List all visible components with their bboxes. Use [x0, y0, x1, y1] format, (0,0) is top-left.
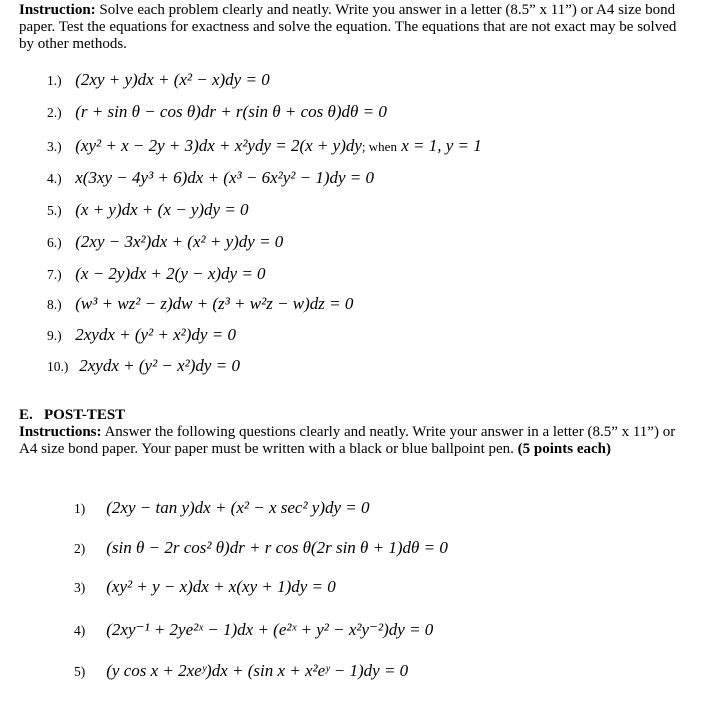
- problem-expression: (xy² + x − 2y + 3)dx + x²ydy = 2(x + y)dy: [75, 136, 362, 155]
- problem-expression: (2xy + y)dx + (x² − x)dy = 0: [75, 70, 270, 89]
- section-title: POST-TEST: [44, 407, 126, 423]
- section-letter: E.: [19, 407, 33, 423]
- problem-expression: (w³ + wz² − z)dw + (z³ + w²z − w)dz = 0: [75, 294, 354, 313]
- problem-8: 8.) (w³ + wz² − z)dw + (z³ + w²z − w)dz = 0: [47, 294, 354, 313]
- posttest-expression: (2xy⁻¹ + 2ye²ˣ − 1)dx + (e²ˣ + y² − x²y⁻²)dy = 0: [106, 620, 434, 639]
- problem-1: 1.) (2xy + y)dx + (x² − x)dy = 0: [47, 70, 270, 89]
- problem-expression: 2xydx + (y² − x²)dy = 0: [79, 356, 240, 375]
- posttest-instruction-label: Instructions:: [19, 424, 102, 440]
- instruction-label: Instruction:: [19, 2, 96, 18]
- problem-5: 5.) (x + y)dx + (x − y)dy = 0: [47, 200, 249, 219]
- points-note: (5 points each): [517, 441, 611, 457]
- problem-expression: (2xy − 3x²)dx + (x² + y)dy = 0: [75, 232, 284, 251]
- posttest-item-3: 3) (xy² + y − x)dx + x(xy + 1)dy = 0: [74, 577, 336, 596]
- problem-expression: 2xydx + (y² + x²)dy = 0: [75, 325, 236, 344]
- problem-10: 10.) 2xydx + (y² − x²)dy = 0: [47, 356, 240, 375]
- problem-expression: x(3xy − 4y³ + 6)dx + (x³ − 6x²y² − 1)dy = 0: [75, 168, 375, 187]
- posttest-expression: (xy² + y − x)dx + x(xy + 1)dy = 0: [106, 577, 336, 596]
- problem-condition-values: x = 1, y = 1: [401, 136, 482, 155]
- problem-expression: (x + y)dx + (x − y)dy = 0: [75, 200, 249, 219]
- problem-expression: (x − 2y)dx + 2(y − x)dy = 0: [75, 264, 266, 283]
- problem-condition: ; when: [361, 139, 397, 154]
- posttest-item-1: 1) (2xy − tan y)dx + (x² − x sec² y)dy = 0: [74, 498, 370, 517]
- problem-6: 6.) (2xy − 3x²)dx + (x² + y)dy = 0: [47, 232, 284, 251]
- problem-4: 4.) x(3xy − 4y³ + 6)dx + (x³ − 6x²y² − 1)dy = 0: [47, 168, 375, 187]
- instruction-paragraph: [19, 2, 691, 53]
- posttest-item-2: 2) (sin θ − 2r cos² θ)dr + r cos θ(2r sin θ + 1)dθ = 0: [74, 538, 448, 557]
- posttest-instructions: [19, 424, 691, 458]
- posttest-expression: (2xy − tan y)dx + (x² − x sec² y)dy = 0: [106, 498, 370, 517]
- posttest-expression: (sin θ − 2r cos² θ)dr + r cos θ(2r sin θ + 1)dθ = 0: [106, 538, 448, 557]
- problem-expression: (r + sin θ − cos θ)dr + r(sin θ + cos θ)dθ = 0: [75, 102, 387, 121]
- instruction-text: Solve each problem clearly and neatly. Write you answer in a letter (8.5” x 11”) or A4 size bond paper. Test the equations for exactness and solve the equation. The equations that are not exact may be solved by other methods.: [19, 2, 677, 52]
- problem-2: 2.) (r + sin θ − cos θ)dr + r(sin θ + cos θ)dθ = 0: [47, 102, 387, 121]
- problem-9: 9.) 2xydx + (y² + x²)dy = 0: [47, 325, 236, 344]
- posttest-item-5: 5) (y cos x + 2xeʸ)dx + (sin x + x²eʸ − 1)dy = 0: [74, 661, 409, 680]
- section-heading: [19, 407, 125, 424]
- posttest-instruction-text: Answer the following questions clearly and neatly. Write your answer in a letter (8.5” x 11”) or A4 size bond paper. Your paper must be written with a black or blue ballpoint pen.: [19, 424, 676, 457]
- posttest-expression: (y cos x + 2xeʸ)dx + (sin x + x²eʸ − 1)dy = 0: [106, 661, 409, 680]
- problem-7: 7.) (x − 2y)dx + 2(y − x)dy = 0: [47, 264, 266, 283]
- problem-3: 3.) (xy² + x − 2y + 3)dx + x²ydy = 2(x + y)dy; when x = 1, y = 1: [47, 136, 482, 155]
- posttest-item-4: 4) (2xy⁻¹ + 2ye²ˣ − 1)dx + (e²ˣ + y² − x²y⁻²)dy = 0: [74, 620, 434, 639]
